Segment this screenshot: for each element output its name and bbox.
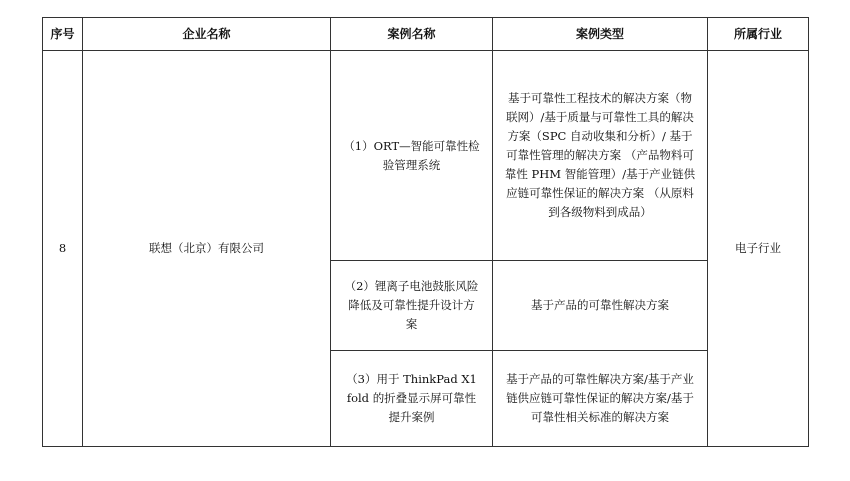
- case-name-cell: （3）用于 ThinkPad X1 fold 的折叠显示屏可靠性提升案例: [331, 351, 493, 447]
- case-name-cell: （2）锂离子电池鼓胀风险降低及可靠性提升设计方案: [331, 261, 493, 351]
- header-seq: 序号: [43, 18, 83, 51]
- header-industry: 所属行业: [708, 18, 809, 51]
- industry-cell: 电子行业: [708, 51, 809, 447]
- header-case-name: 案例名称: [331, 18, 493, 51]
- header-row: [43, 18, 809, 51]
- case-type-cell: 基于可靠性工程技术的解决方案（物联网）/基于质量与可靠性工具的解决方案（SPC 自动收集和分析）/ 基于可靠性管理的解决方案 （产品物料可靠性 PHM 智能管理）/基于产业链供应链可靠性保证的解决方案 （从原料到各级物料到成品）: [493, 51, 708, 261]
- header-case-type: 案例类型: [493, 18, 708, 51]
- company-cell: 联想（北京）有限公司: [83, 51, 331, 447]
- case-type-cell: 基于产品的可靠性解决方案: [493, 261, 708, 351]
- seq-cell: 8: [43, 51, 83, 447]
- case-name-cell: （1）ORT—智能可靠性检验管理系统: [331, 51, 493, 261]
- case-type-cell: 基于产品的可靠性解决方案/基于产业链供应链可靠性保证的解决方案/基于可靠性相关标准的解决方案: [493, 351, 708, 447]
- table-row: [43, 51, 809, 261]
- case-table: [42, 17, 809, 447]
- header-company: 企业名称: [83, 18, 331, 51]
